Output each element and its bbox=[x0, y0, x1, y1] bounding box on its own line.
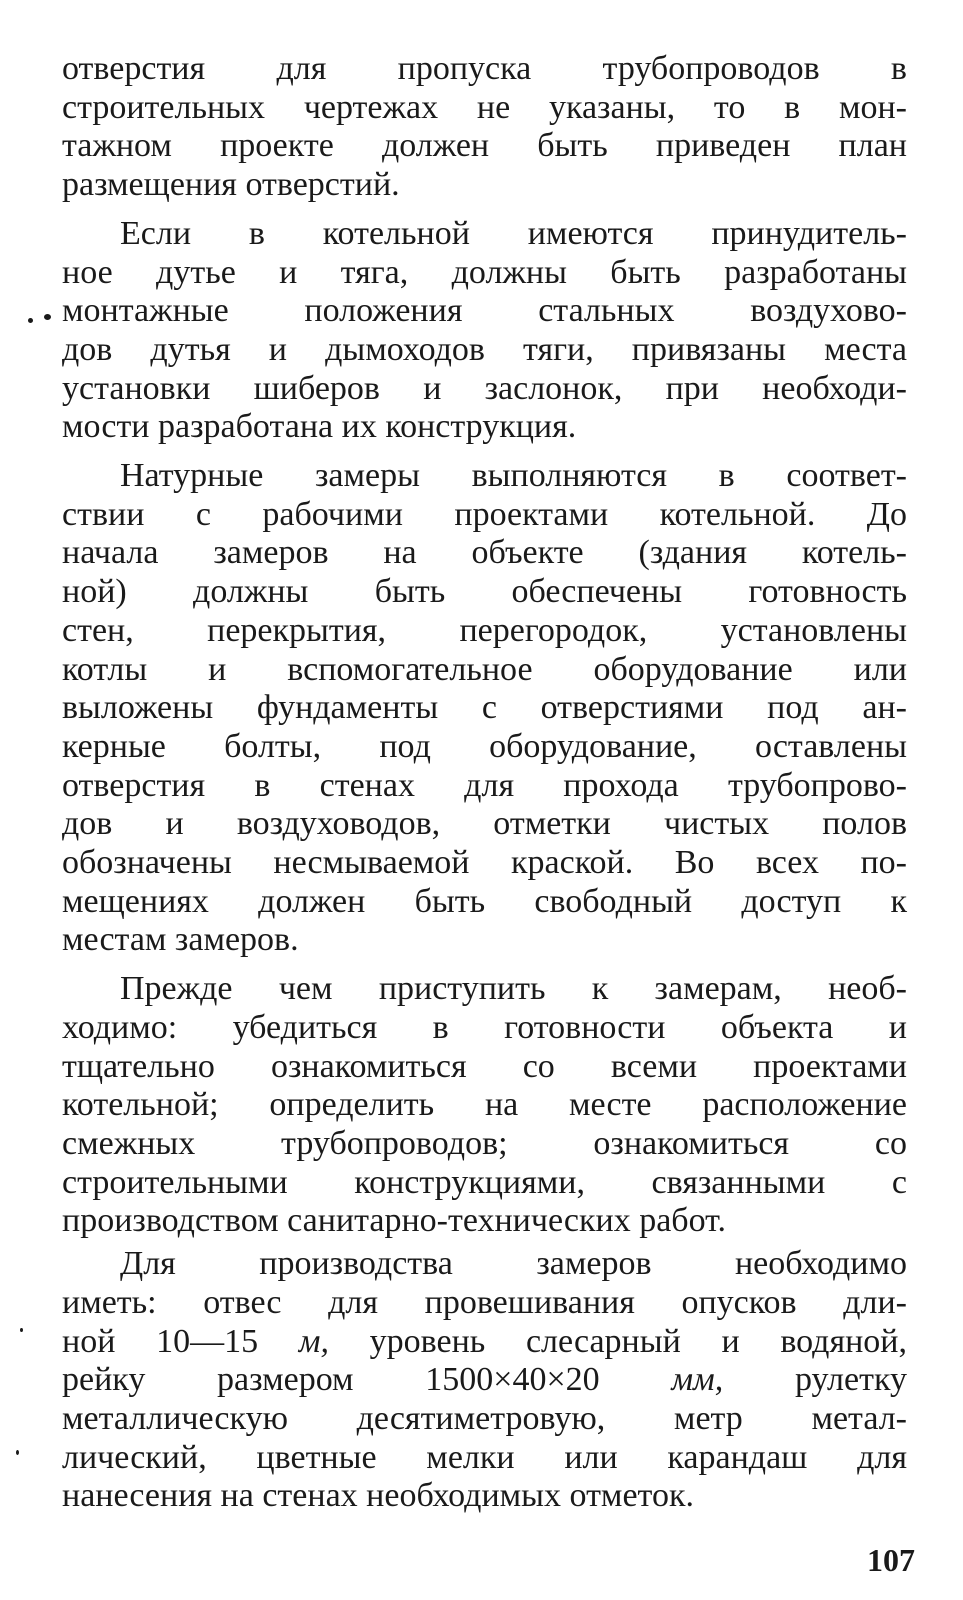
text-line: строительных чертежах не указаны, то в мон- bbox=[62, 88, 907, 126]
text-line: мости разработана их конструкция. bbox=[62, 408, 577, 446]
text-run: ной 10—15 bbox=[62, 1322, 299, 1360]
text-line: металлическую десятиметровую, метр метал- bbox=[62, 1399, 907, 1437]
text-line: ной) должны быть обеспечены готовность bbox=[62, 573, 907, 611]
text-line: нанесения на стенах необходимых отметок. bbox=[62, 1477, 694, 1515]
text-run: рулетку bbox=[723, 1361, 907, 1399]
text-line: Если в котельной имеются принудитель- bbox=[120, 214, 907, 252]
unit-label: мм, bbox=[671, 1361, 724, 1399]
text-line: лический, цветные мелки или карандаш для bbox=[62, 1438, 907, 1476]
text-line: ное дутье и тяга, должны быть разработаны bbox=[62, 253, 907, 291]
text-line: выложены фундаменты с отверстиями под ан- bbox=[62, 689, 907, 727]
text-run: рейку размером 1500×40×20 bbox=[62, 1361, 672, 1399]
print-speck bbox=[20, 1328, 23, 1332]
text-line: тажном проекте должен быть приведен план bbox=[62, 127, 907, 165]
text-line: керные болты, под оборудование, оставлены bbox=[62, 727, 907, 765]
text-line: Прежде чем приступить к замерам, необ- bbox=[120, 970, 907, 1008]
text-line: монтажные положения стальных воздухово- bbox=[62, 292, 907, 330]
paragraph-3 bbox=[62, 457, 907, 960]
print-speck bbox=[28, 318, 33, 323]
text-line: дов и воздуховодов, отметки чистых полов bbox=[62, 805, 907, 843]
text-line: Для производства замеров необходимо bbox=[120, 1245, 907, 1283]
paragraph-1 bbox=[62, 50, 907, 205]
paragraph-2 bbox=[62, 215, 907, 447]
text-line: обозначены несмываемой краской. Во всех по- bbox=[62, 844, 907, 882]
text-line: Натурные замеры выполняются в соответ- bbox=[120, 457, 907, 495]
text-line bbox=[62, 1361, 907, 1400]
text-line: отверстия в стенах для прохода трубопрово- bbox=[62, 766, 907, 804]
text-line: смежных трубопроводов; ознакомиться со bbox=[62, 1124, 907, 1162]
text-line: установки шиберов и заслонок, при необходи- bbox=[62, 369, 907, 407]
text-line: размещения отверстий. bbox=[62, 166, 400, 204]
text-run: уровень слесарный и водяной, bbox=[328, 1322, 907, 1360]
text-line: местам замеров. bbox=[62, 921, 299, 959]
text-line: дов дутья и дымоходов тяги, привязаны места bbox=[62, 330, 907, 368]
text-line bbox=[62, 1323, 907, 1362]
text-body bbox=[62, 50, 907, 1516]
text-line: иметь: отвес для провешивания опусков дли- bbox=[62, 1283, 907, 1321]
text-line: котельной; определить на месте расположение bbox=[62, 1086, 907, 1124]
text-line: начала замеров на объекте (здания котель- bbox=[62, 534, 907, 572]
text-line: тщательно ознакомиться со всеми проектами bbox=[62, 1047, 907, 1085]
text-line: строительными конструкциями, связанными с bbox=[62, 1163, 907, 1201]
paragraph-5 bbox=[62, 1245, 907, 1516]
text-line: отверстия для пропуска трубопроводов в bbox=[62, 50, 907, 87]
text-line: котлы и вспомогательное оборудование или bbox=[62, 650, 907, 688]
unit-label: м, bbox=[298, 1322, 329, 1360]
text-line: стен, перекрытия, перегородок, установлены bbox=[62, 611, 907, 649]
page-number: 107 bbox=[867, 1542, 915, 1578]
text-line: мещениях должен быть свободный доступ к bbox=[62, 882, 907, 920]
paragraph-4 bbox=[62, 970, 907, 1241]
text-line: ходимо: убедиться в готовности объекта и bbox=[62, 1008, 907, 1046]
print-speck bbox=[16, 1450, 19, 1455]
print-speck bbox=[44, 314, 51, 320]
text-line: производством санитарно-технических работ. bbox=[62, 1202, 726, 1240]
text-line: ствии с рабочими проектами котельной. До bbox=[62, 495, 907, 533]
